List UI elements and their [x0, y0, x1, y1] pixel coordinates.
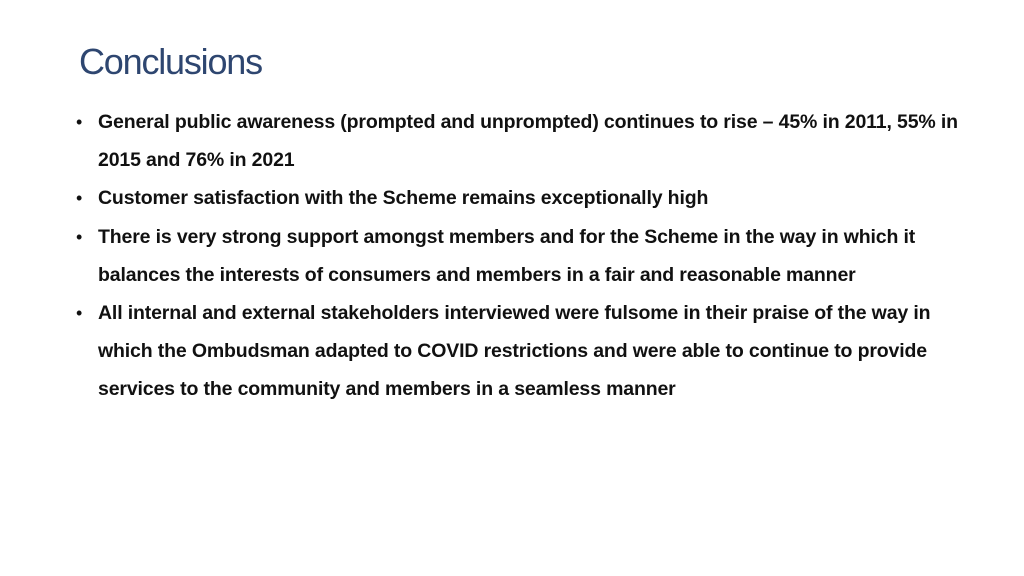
bullet-text-awareness: General public awareness (prompted and unprompted) continues to rise – 45% in 2011, 55% in 2015 and 76% in 2021 [98, 111, 958, 172]
list-item [76, 179, 976, 217]
bullet-text-satisfaction: Customer satisfaction with the Scheme remains exceptionally high [98, 187, 709, 210]
bullet-list [76, 103, 976, 409]
bullet-text-stakeholders: All internal and external stakeholders interviewed were fulsome in their praise of the way in which the Ombudsman adapted to COVID restrictions and were able to continue to provide services to the community and members in a seamless manner [98, 302, 931, 401]
bullet-icon: • [76, 226, 83, 247]
bullet-text-support: There is very strong support amongst members and for the Scheme in the way in which it balances the interests of consumers and members in a fair and reasonable manner [98, 225, 916, 286]
list-item [76, 103, 976, 179]
bullet-icon: • [76, 303, 83, 324]
list-item [76, 294, 976, 409]
bullet-icon: • [76, 112, 83, 132]
list-item [76, 218, 976, 294]
bullet-icon: • [76, 188, 83, 209]
page-title: Conclusions [79, 41, 262, 82]
